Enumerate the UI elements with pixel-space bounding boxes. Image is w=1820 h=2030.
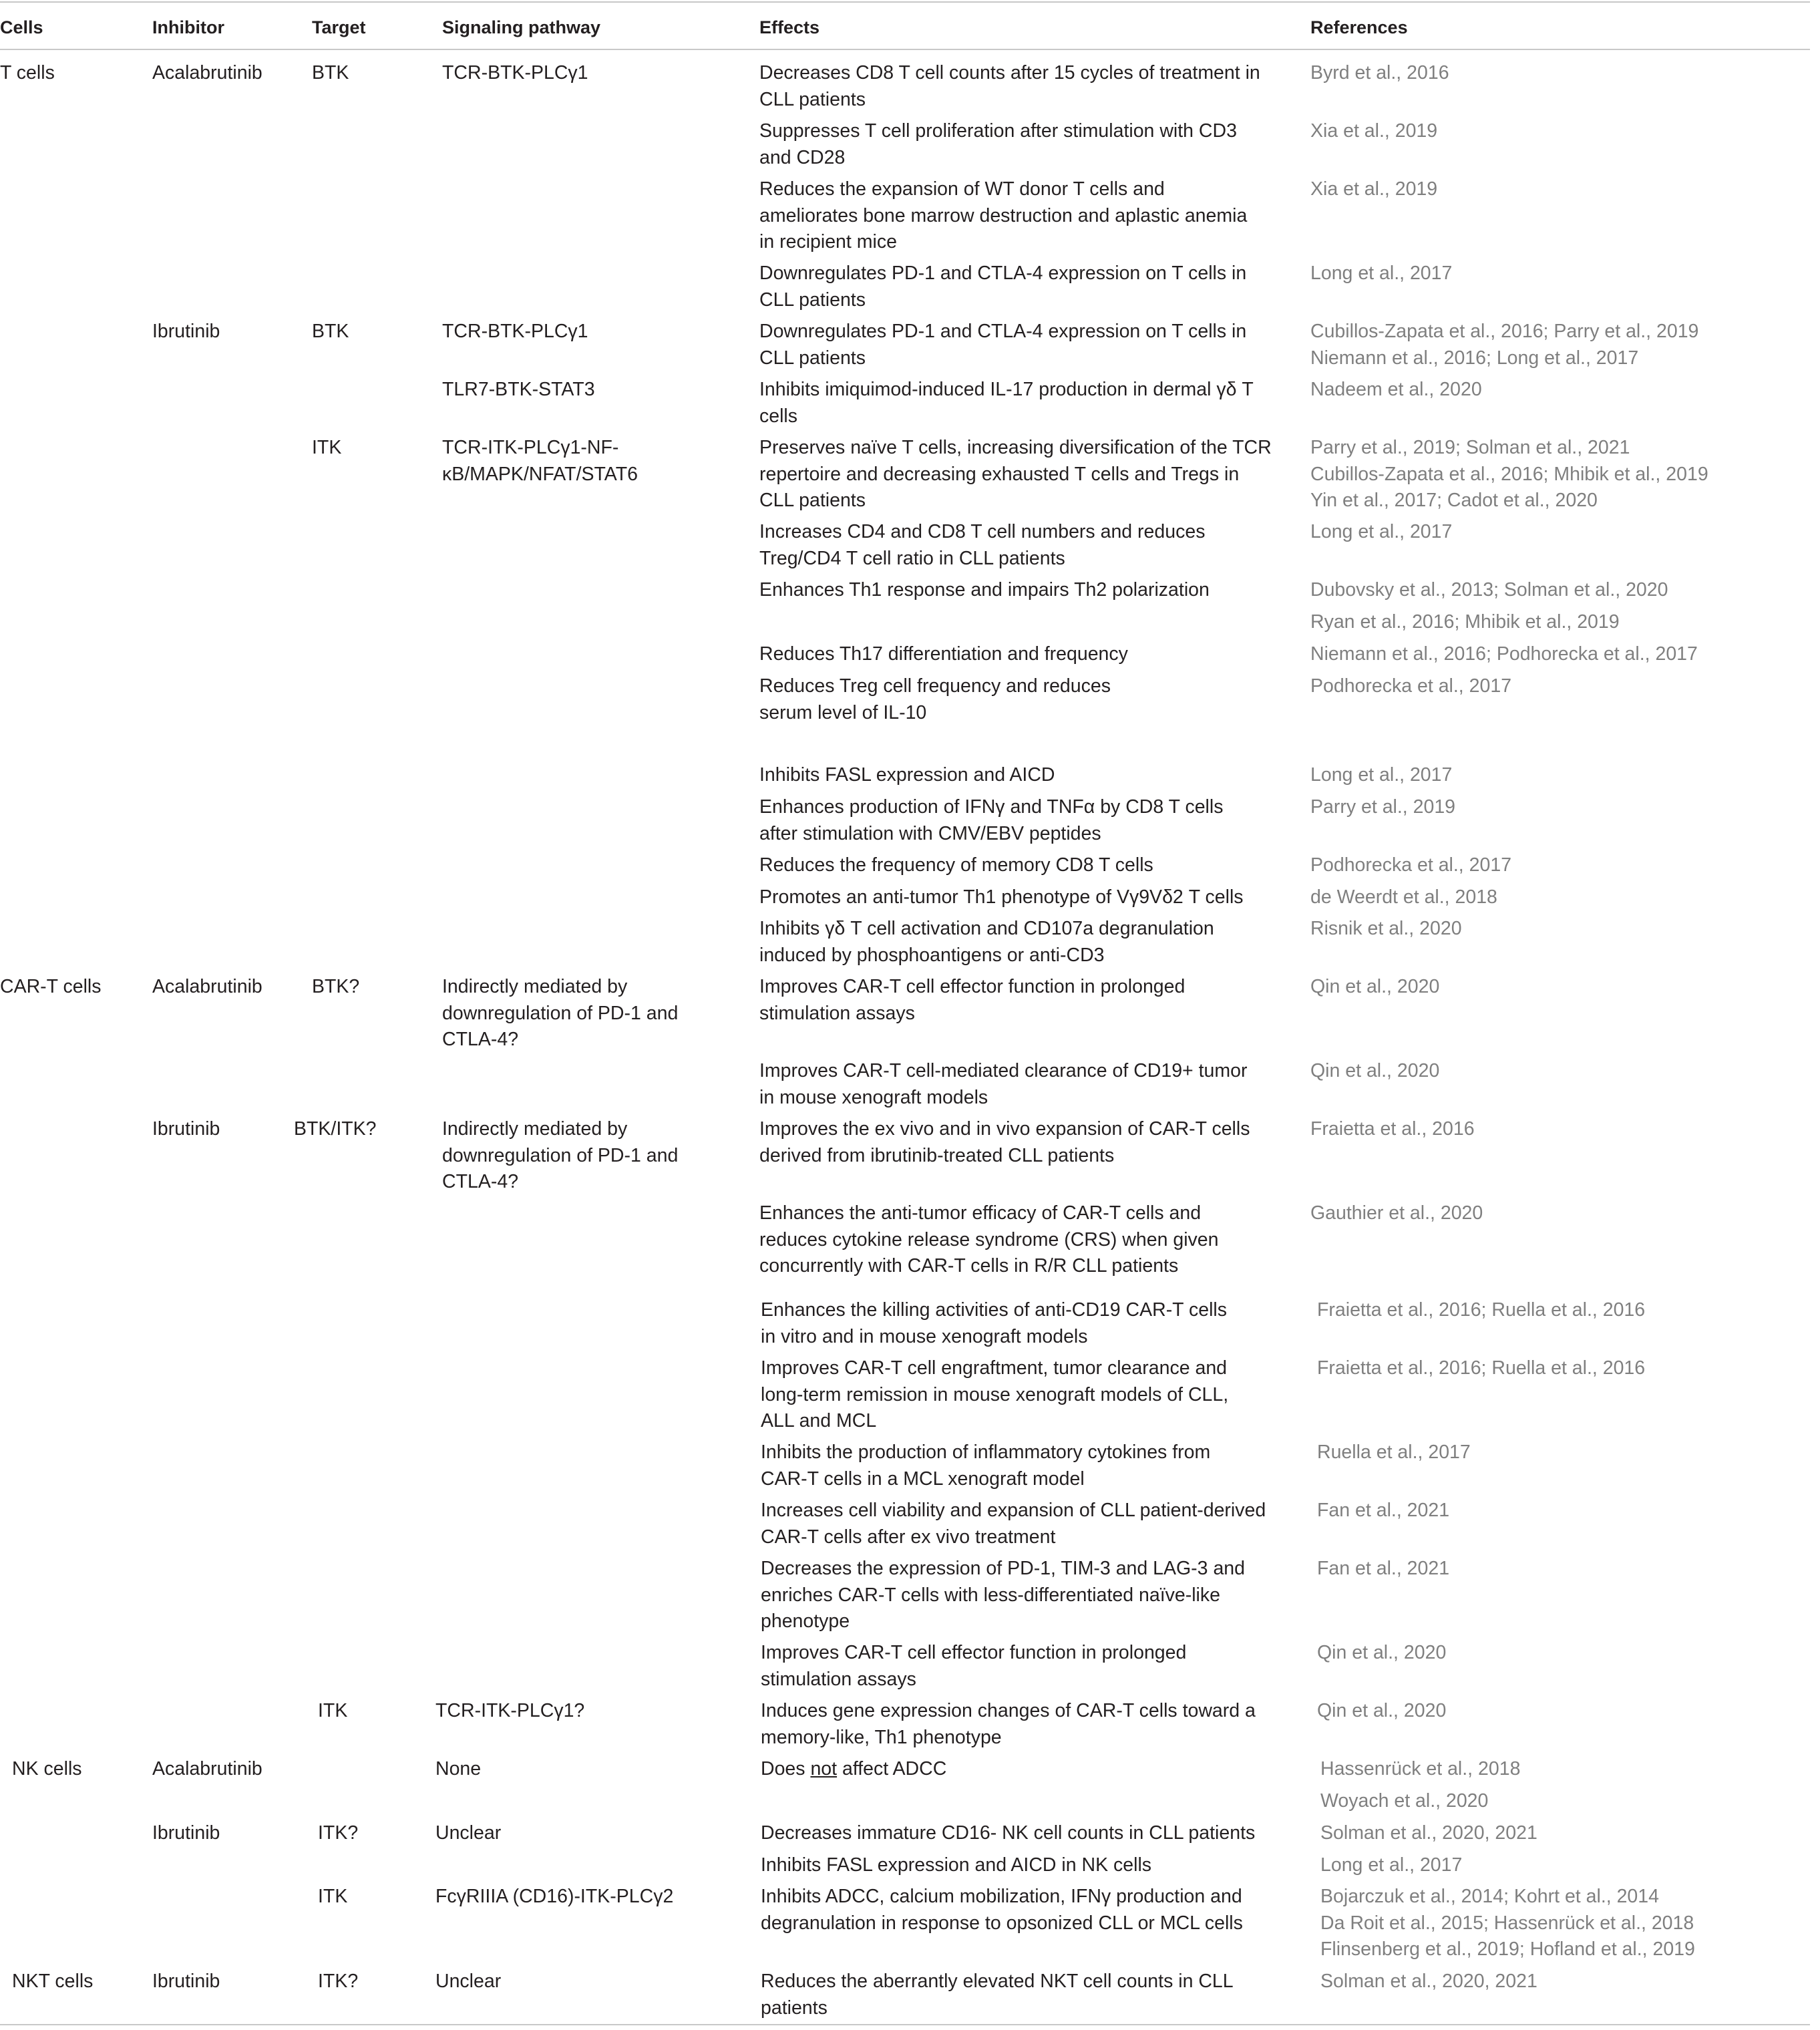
reference: Ruella et al., 2017 bbox=[1317, 1442, 1471, 1463]
effect: Inhibits γδ T cell activation and CD107a degranulation induced by phosphoantigens or anti-CD3 bbox=[759, 918, 1214, 966]
target: BTK/ITK? bbox=[294, 1118, 377, 1140]
reference: Qin et al., 2020 bbox=[1310, 976, 1440, 997]
effect: Induces gene expression changes of CAR-T cells toward a memory-like, Th1 phenotype bbox=[761, 1700, 1256, 1748]
target: BTK bbox=[312, 321, 349, 342]
top-rule bbox=[0, 1, 1810, 3]
effect: Inhibits the production of inflammatory cytokines from CAR-T cells in a MCL xenograft model bbox=[761, 1442, 1211, 1490]
pathway: Indirectly mediated by downregulation of PD-1 and CTLA-4? bbox=[442, 976, 679, 1050]
effect: Reduces Treg cell frequency and reduces serum level of IL-10 bbox=[759, 675, 1111, 723]
reference: Gauthier et al., 2020 bbox=[1310, 1202, 1483, 1224]
reference: Podhorecka et al., 2017 bbox=[1310, 854, 1512, 876]
reference: Niemann et al., 2016; Podhorecka et al., 2017 bbox=[1310, 643, 1698, 665]
inhibitor: Acalabrutinib bbox=[152, 976, 262, 997]
reference: Qin et al., 2020 bbox=[1310, 1060, 1440, 1081]
reference: Parry et al., 2019 bbox=[1310, 796, 1456, 818]
header-rule bbox=[0, 49, 1810, 50]
pathway: Unclear bbox=[435, 1822, 502, 1844]
effect: Improves CAR-T cell effector function in prolonged stimulation assays bbox=[759, 976, 1186, 1024]
target: BTK bbox=[312, 62, 349, 83]
pathway: TLR7-BTK-STAT3 bbox=[442, 379, 595, 400]
effect: Decreases CD8 T cell counts after 15 cycles of treatment in CLL patients bbox=[759, 62, 1260, 110]
header-inhibitor: Inhibitor bbox=[152, 17, 224, 37]
effect: Preserves naïve T cells, increasing diversification of the TCR repertoire and decreasing exhausted T cells and Tregs in CLL patients bbox=[759, 437, 1272, 511]
effect: Inhibits imiquimod-induced IL-17 production in dermal γδ T cells bbox=[759, 379, 1254, 427]
target: BTK? bbox=[312, 976, 360, 997]
cell-type: CAR-T cells bbox=[0, 976, 102, 997]
inhibitor: Ibrutinib bbox=[152, 1822, 220, 1844]
pathway: Indirectly mediated by downregulation of PD-1 and CTLA-4? bbox=[442, 1118, 679, 1192]
reference: Long et al., 2017 bbox=[1310, 263, 1453, 284]
effect: Reduces the aberrantly elevated NKT cell counts in CLL patients bbox=[761, 1971, 1234, 2019]
effect: Enhances the killing activities of anti-CD19 CAR-T cells in vitro and in mouse xenograft models bbox=[761, 1299, 1228, 1347]
reference: Dubovsky et al., 2013; Solman et al., 2020 Ryan et al., 2016; Mhibik et al., 2019 bbox=[1310, 579, 1668, 633]
header-effects: Effects bbox=[759, 17, 820, 37]
reference: Fraietta et al., 2016; Ruella et al., 2016 bbox=[1317, 1357, 1646, 1379]
pathway: TCR-ITK-PLCγ1-NF- κB/MAPK/NFAT/STAT6 bbox=[442, 437, 638, 485]
effect: Does not affect ADCC bbox=[761, 1758, 947, 1780]
pathway: TCR-BTK-PLCγ1 bbox=[442, 321, 588, 342]
effect: Reduces the frequency of memory CD8 T cells bbox=[759, 854, 1153, 876]
header-pathway: Signaling pathway bbox=[442, 17, 601, 37]
reference: Xia et al., 2019 bbox=[1310, 120, 1438, 142]
pathway: Unclear bbox=[435, 1971, 502, 1992]
reference: Bojarczuk et al., 2014; Kohrt et al., 2014 Da Roit et al., 2015; Hassenrück et al., 2018 Flinsenberg et al., 2019; Hofland et al., 2019 bbox=[1320, 1886, 1695, 1960]
effect: Suppresses T cell proliferation after stimulation with CD3 and CD28 bbox=[759, 120, 1237, 168]
reference: Parry et al., 2019; Solman et al., 2021 Cubillos-Zapata et al., 2016; Mhibik et al., 2019 Yin et al., 2017; Cadot et al., 2020 bbox=[1310, 437, 1708, 511]
reference: Fan et al., 2021 bbox=[1317, 1500, 1450, 1521]
effect: Promotes an anti-tumor Th1 phenotype of Vγ9Vδ2 T cells bbox=[759, 886, 1244, 908]
effect: Decreases immature CD16- NK cell counts in CLL patients bbox=[761, 1822, 1256, 1844]
effect: Reduces the expansion of WT donor T cells and ameliorates bone marrow destruction and aplastic anemia in recipient mice bbox=[759, 178, 1248, 252]
effect: Improves CAR-T cell engraftment, tumor clearance and long-term remission in mouse xenograft models of CLL, ALL and MCL bbox=[761, 1357, 1229, 1431]
effect: Enhances the anti-tumor efficacy of CAR-T cells and reduces cytokine release syndrome (CRS) when given concurrently with CAR-T cells in R/R CLL patients bbox=[759, 1202, 1219, 1277]
effect: Inhibits FASL expression and AICD bbox=[759, 764, 1055, 786]
reference: Xia et al., 2019 bbox=[1310, 178, 1438, 200]
inhibitor: Acalabrutinib bbox=[152, 1758, 262, 1780]
header-cells: Cells bbox=[0, 17, 43, 37]
target: ITK bbox=[318, 1886, 348, 1907]
pathway: TCR-BTK-PLCγ1 bbox=[442, 62, 588, 83]
reference: Qin et al., 2020 bbox=[1317, 1642, 1447, 1663]
target: ITK? bbox=[318, 1971, 359, 1992]
effect: Downregulates PD-1 and CTLA-4 expression on T cells in CLL patients bbox=[759, 321, 1247, 369]
reference: Long et al., 2017 bbox=[1320, 1854, 1463, 1876]
effect: Increases CD4 and CD8 T cell numbers and reduces Treg/CD4 T cell ratio in CLL patients bbox=[759, 521, 1206, 569]
effect: Improves CAR-T cell effector function in prolonged stimulation assays bbox=[761, 1642, 1187, 1690]
target: ITK? bbox=[318, 1822, 359, 1844]
effect: Reduces Th17 differentiation and frequency bbox=[759, 643, 1128, 665]
reference: de Weerdt et al., 2018 bbox=[1310, 886, 1497, 908]
reference: Podhorecka et al., 2017 bbox=[1310, 675, 1512, 697]
pathway: None bbox=[435, 1758, 482, 1780]
inhibitor: Acalabrutinib bbox=[152, 62, 262, 83]
header-references: References bbox=[1310, 17, 1408, 37]
bottom-rule bbox=[0, 2024, 1810, 2025]
cell-type: NKT cells bbox=[12, 1971, 94, 1992]
effect: Increases cell viability and expansion of CLL patient-derived CAR-T cells after ex vivo treatment bbox=[761, 1500, 1266, 1548]
pathway: FcγRIIIA (CD16)-ITK-PLCγ2 bbox=[435, 1886, 674, 1907]
cell-type: NK cells bbox=[12, 1758, 82, 1780]
reference: Byrd et al., 2016 bbox=[1310, 62, 1449, 83]
inhibitor: Ibrutinib bbox=[152, 1118, 220, 1140]
reference: Long et al., 2017 bbox=[1310, 521, 1453, 542]
inhibitor: Ibrutinib bbox=[152, 321, 220, 342]
reference: Risnik et al., 2020 bbox=[1310, 918, 1462, 939]
effect: Enhances production of IFNγ and TNFα by CD8 T cells after stimulation with CMV/EBV peptides bbox=[759, 796, 1224, 844]
effect: Decreases the expression of PD-1, TIM-3 and LAG-3 and enriches CAR-T cells with less-differentiated naïve-like phenotype bbox=[761, 1558, 1245, 1632]
reference: Fraietta et al., 2016; Ruella et al., 2016 bbox=[1317, 1299, 1646, 1321]
effect: Improves CAR-T cell-mediated clearance of CD19+ tumor in mouse xenograft models bbox=[759, 1060, 1248, 1108]
reference: Fan et al., 2021 bbox=[1317, 1558, 1450, 1579]
reference: Long et al., 2017 bbox=[1310, 764, 1453, 786]
reference: Solman et al., 2020, 2021 bbox=[1320, 1822, 1537, 1844]
cell-type: T cells bbox=[0, 62, 55, 83]
target: ITK bbox=[318, 1700, 348, 1721]
effect: Inhibits ADCC, calcium mobilization, IFNγ production and degranulation in response to opsonized CLL or MCL cells bbox=[761, 1886, 1243, 1934]
effect: Enhances Th1 response and impairs Th2 polarization bbox=[759, 579, 1210, 601]
reference: Cubillos-Zapata et al., 2016; Parry et al., 2019 Niemann et al., 2016; Long et al., 2017 bbox=[1310, 321, 1699, 369]
header-target: Target bbox=[312, 17, 366, 37]
inhibitor: Ibrutinib bbox=[152, 1971, 220, 1992]
reference: Solman et al., 2020, 2021 bbox=[1320, 1971, 1537, 1992]
reference: Nadeem et al., 2020 bbox=[1310, 379, 1482, 400]
target: ITK bbox=[312, 437, 342, 458]
reference: Hassenrück et al., 2018 Woyach et al., 2020 bbox=[1320, 1758, 1521, 1812]
reference: Fraietta et al., 2016 bbox=[1310, 1118, 1475, 1140]
effect: Improves the ex vivo and in vivo expansion of CAR-T cells derived from ibrutinib-treated CLL patients bbox=[759, 1118, 1250, 1166]
effect: Downregulates PD-1 and CTLA-4 expression on T cells in CLL patients bbox=[759, 263, 1247, 311]
reference: Qin et al., 2020 bbox=[1317, 1700, 1447, 1721]
pathway: TCR-ITK-PLCγ1? bbox=[435, 1700, 585, 1721]
effect: Inhibits FASL expression and AICD in NK cells bbox=[761, 1854, 1152, 1876]
